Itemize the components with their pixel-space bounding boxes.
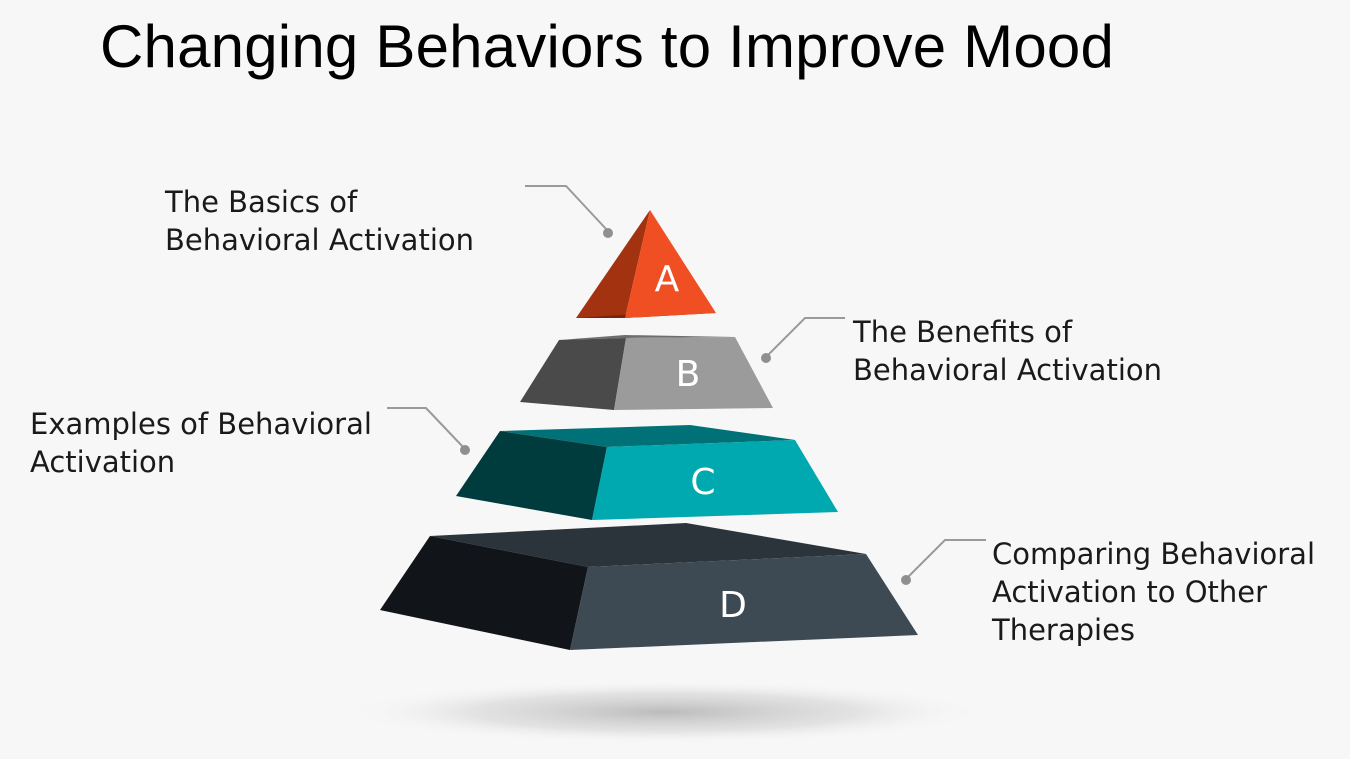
label-c-line-1: Examples of Behavioral xyxy=(30,407,372,441)
label-a xyxy=(165,183,474,259)
tier-a-letter: A xyxy=(654,259,680,300)
callout-b-dot xyxy=(761,353,771,363)
tier-c xyxy=(456,425,838,520)
label-d xyxy=(992,535,1315,649)
callout-b-line xyxy=(767,318,845,356)
label-b-line-1: The Benefits of xyxy=(853,315,1073,349)
tier-b xyxy=(520,335,773,410)
floor-shadow xyxy=(345,680,985,744)
tier-d xyxy=(380,523,918,650)
tier-c-letter: C xyxy=(690,462,716,503)
callout-d-dot xyxy=(901,575,911,585)
callout-c-dot xyxy=(460,445,470,455)
label-c xyxy=(30,405,372,481)
label-c-line-2: Activation xyxy=(30,445,176,479)
label-a-line-2: Behavioral Activation xyxy=(165,223,475,257)
callout-d-line xyxy=(907,540,986,578)
callout-a-dot xyxy=(603,228,613,238)
label-b-line-2: Behavioral Activation xyxy=(853,353,1163,387)
tier-a xyxy=(576,210,716,318)
tier-c-left-face xyxy=(456,431,607,520)
callout-c-line xyxy=(387,408,464,448)
label-d-line-3: Therapies xyxy=(992,613,1136,647)
page-title: Changing Behaviors to Improve Mood xyxy=(100,13,1115,80)
callout-a-line xyxy=(525,186,607,230)
label-d-line-1: Comparing Behavioral xyxy=(992,537,1316,571)
label-a-line-1: The Basics of xyxy=(165,185,358,219)
tier-b-letter: B xyxy=(675,354,701,395)
label-b xyxy=(853,313,1162,389)
tier-d-letter: D xyxy=(719,585,747,626)
tier-b-left-face xyxy=(520,338,626,410)
label-d-line-2: Activation to Other xyxy=(992,575,1268,609)
